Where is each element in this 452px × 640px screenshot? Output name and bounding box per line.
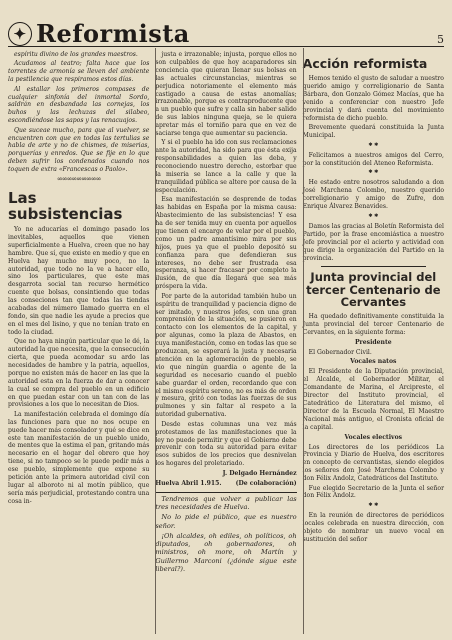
collab-note: (De colaboración)	[235, 480, 297, 488]
stars-divider: ✱ ✱	[368, 141, 379, 148]
section-heading: Acción reformista	[302, 56, 428, 71]
note-paragraph: ¡Oh alcaldes, oh ediles, oh políticos, oh diputados, oh gobernadores, oh ministros, oh more, oh Martín y Guillermo Marconi (¿dónde sigue este liberal?).	[155, 531, 297, 574]
author-signature: J. Delgado Hernández	[222, 470, 297, 478]
newspaper-logo	[8, 19, 190, 48]
news-paragraph: El Gobernador Civil.	[308, 348, 372, 356]
news-paragraph: El Presidente de la Diputación provincial, el Alcalde, el Gobernador Militar, el Comandante de Marina, el Arcipreste, el Director del Instituto provincial, el Catedrático de Literatura del mismo, el Director de la Escuela Normal, El Maestro Nacional más antiguo, el Cronista oficial de la capital.	[302, 368, 444, 431]
news-paragraph: Ha quedado definitivamente constituida la Junta provincial del tercer Centenario de Cervantes, en la siguiente forma:	[302, 312, 444, 336]
page-number: 5	[437, 33, 444, 46]
dateline	[155, 480, 296, 488]
ornament-divider: ∞∞∞∞∞∞∞∞∞	[56, 175, 101, 184]
article-paragraph: La manifestación celebrada el domingo día las funciones para que no nos ocupe en puede hacer más consolador y qué se dice en este tan manifestación de un pueblo unido, de mentes que la estima el pan, gritando más necesario en el hogar del obrero que hoy tiene, si no tampoco se le puede pedir más a ese pueblo, simplemente que expone su petición ante la primera autoridad civil con lugar al alboroto ni al motín público, que sería más perjudicial, protestando contra una cosa in-	[8, 410, 150, 505]
news-paragraph: Hemos tenido el gusto de saludar a nuestro querido amigo y correligionario de Santa Bárbara, don Gonzalo Gómez Macías, que ha venido a conferenciar con nuestro Jefe provincial y dará cuenta del movimiento reformista de dicho pueblo.	[302, 75, 444, 122]
section-divider	[321, 266, 426, 267]
news-paragraph: Fue elegido Secretario de la Junta el señor don Félix Andolz.	[302, 484, 444, 500]
subheading-vocales-natos: Vocales natos	[350, 358, 397, 366]
news-paragraph: Damos las gracias al Boletín Reformista del Partido, por la frase encomiástica a nuestro Jefe provincial por el acierto y actividad con que dirige la organización del Partido en la provincia.	[302, 222, 444, 262]
article-paragraph: justa e irrazonable; injusta, porque ellos no son culpables de que hoy acaparadores sin conciencia que quieran llenar sus bolsas en las actuales circunstancias, mientras se perjudica notoriamente el elemento más castigado a causa de estas anomalías; irrazonable, porque es contraproducente que a un pueblo que sufre y calla sin haber salido de sus labios ninguna queja, se le quiera apretar más el torniño para que en vez de saciarse tenga que aumentar su paciencia.	[155, 51, 297, 138]
stars-divider: ✱ ✱	[368, 213, 379, 219]
news-paragraph: Los directores de los periódicos La Provincia y Diario de Huelva, dos escritores en concepto de cervantistas, siendo elegidos los señores don José Marchena Colombo y don Félix Andolz, Catedráticos del Instituto.	[302, 443, 444, 483]
article-paragraph: Desde estas columnas una vez más protestamos de las manifestaciones que la ley no puede permitir y que el Gobierno debe prevenir con toda su autoridad para evitar esos subidos de los precios que desnivelan los hogares del proletariado.	[155, 420, 297, 468]
column-2	[155, 51, 296, 575]
note-paragraph: No lo pide el público, que es nuestro señor.	[155, 513, 297, 530]
column-rule	[303, 48, 304, 634]
article-paragraph: Yo ne aducarías el domingo pasado los inevitables, aquellos que vienen superficialmente a Huelva, creen que no hay hambre. Que sí, que existe en medio y que en Huelva hay mucho muy poco, no la autoridad, que todo no la ve a hacer ello, sino los particulares, que este mas desgarrota social tan recurso hermético cuente que bolsas, consintiendo que todas las conseciones tan que todas las tiendas acabadas del número llamado guerra en el fondo, sin que nadie les ayude a precios que en el mes del lisino, y que no tenían trato en todo la ciudad.	[8, 226, 150, 336]
column-rule	[155, 48, 156, 634]
emblem-icon: ✦	[8, 22, 32, 46]
intro-paragraph: espíritu divino de los grandes maestros.	[14, 51, 138, 58]
column-1	[8, 51, 149, 575]
intro-paragraph: Al estallar los primeros compases de cualquier sinfonía del inmortal Sordo, saldrán en desbandada las cornejas, los buhos y las lechuzas del silabeo, escondiéndose las sapos y las renacuajos.	[8, 85, 150, 125]
subheading-vocales-electivos: Vocales electivos	[344, 433, 403, 441]
date-text: Huelva Abril 1.915.	[155, 480, 222, 488]
news-paragraph: He estado entre nosotros saludando a don José Marchena Colombo, nuestro querido correligionario y amigo de Zufre, don Enrique Álvarez Benavides.	[302, 179, 444, 211]
article-paragraph: Esa manifestación se desprende de todas las habidas en España por la misma causa: Abastecimiento de las subsistencias! Y esa ha de ser tenida muy en cuenta por aquellos que tienen el encargo de velar por el pueblo, como un padre amantísimo mira por sus hijos, pues ya que el pueblo depositó su confianza para que defendieran sus intereses, no debe ser frustrada esa esperanza, si hacer fracasar por completo la ilusión, de que día llegará que sea más próspera la vida.	[155, 196, 297, 291]
stars-divider: ✱ ✱	[368, 169, 379, 176]
news-paragraph: En la reunión de directores de periódicos locales celebrada en nuestra dirección, con objeto de nombrar un nuevo vocal en sustitución del señor	[302, 512, 444, 543]
intro-paragraph: Que suceae mucho, para que al vuelver, se encuentren con que en todas las tertulias se habla de arte y no de chismes, de miserias, porquerías y enredos. Que se fije en lo que deben sufrir los condenados cuando nos toquen de extra «Francescas o Paolo».	[8, 126, 150, 174]
article-paragraph: Que no haya ningún particular que le dé, la autoridad la que necesita, que la consecución cierta, que pueda acomodar su ardo las necesidades de hambre y la patria, aquellos, porque no existen más de hacer en las que la autoridad esta en la fuerza de dar a conocer la cual se compra del pueblo en un edificio en que puedan estar con un tan con de las provisiones a los que lo necesitan de Dios.	[8, 338, 150, 409]
news-paragraph: Brevemente quedará constituida la Junta Municipal.	[302, 123, 444, 139]
article-paragraph: Y si el pueblo ha ido con sus reclamaciones ante la autoridad, ha sido para que ésta exija responsabilidades a quien las deba, y reconociendo nuestro derecho, estorbar que la miseria se lance a la calle y que la tranquilidad pública se altere por causa de la especulación.	[155, 139, 297, 194]
editorial-note	[155, 492, 296, 574]
stars-divider: ✱ ✱	[368, 502, 379, 509]
section-heading: Junta provincial del tercer Centenario de Cervantes	[306, 270, 441, 310]
column-3	[303, 51, 444, 575]
subheading-presidente: Presidente	[354, 338, 392, 346]
intro-paragraph: Acudamos al teatro; falta hace que los torrentes de armonía se lleven del ambiente la pestilencia que respiramos estos días.	[8, 60, 150, 84]
masthead	[8, 6, 444, 47]
article-paragraph: Por parte de la autoridad también hubo un espíritu de tranquilidad y paciencia digno de ser imitado, y nuestros jefes, con una gran comprensión de la situación, se pusieron en contacto con los elementos de la capital, y por algunas, como la plaza de Abastos, en cuya manifestación, como en todas las que se produzcan, se esperará la justa y necesaria atención en la aglomeración de pueblo, se vio que ningún guardia o agente de la seguridad es necesario cuando el pueblo sabe guardar el orden, recordando que con el mismo espíritu sereno, no es más de orden y mesura, gritó con todas las fuerzas de sus pulmones y sin faltar al respeto a la autoridad gubernativa.	[155, 292, 297, 419]
news-paragraph: Felicitamos a nuestros amigos del Cerro, por la constitución del Ateneo Reformista.	[302, 151, 444, 167]
article-heading: Las subsistencias	[8, 189, 123, 223]
note-paragraph: Tendremos que volver a publicar las tres necesidades de Huelva.	[155, 494, 297, 512]
newspaper-title: Reformista	[36, 19, 190, 48]
